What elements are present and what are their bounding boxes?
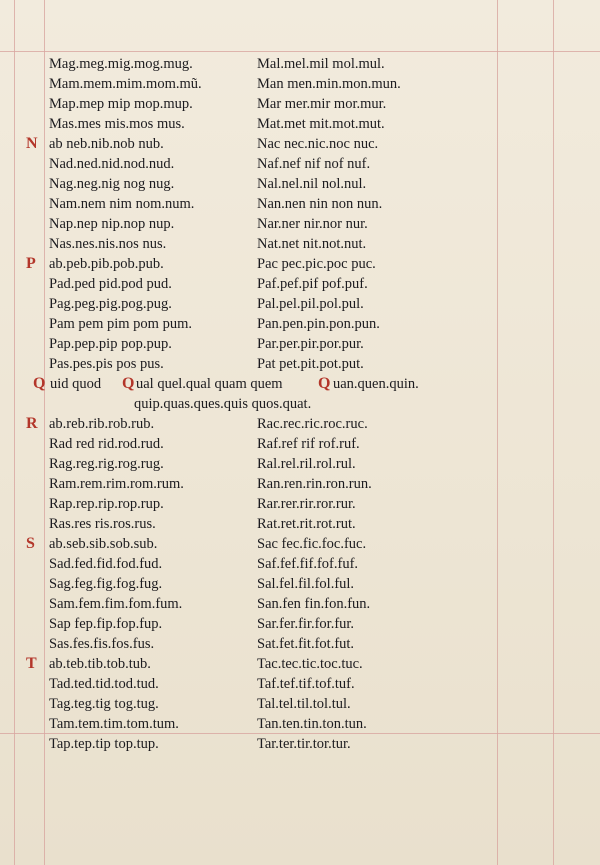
text-line xyxy=(0,654,600,674)
syllable-row-right: Ran.ren.rin.ron.run. xyxy=(257,476,372,492)
rubric-initial-t: T xyxy=(26,655,37,672)
text-line xyxy=(0,414,600,434)
text-line xyxy=(0,54,600,74)
q-text-segment: uan.quen.quin. xyxy=(333,376,419,392)
syllable-row-left: Sap fep.fip.fop.fup. xyxy=(49,616,163,632)
text-line xyxy=(0,714,600,734)
syllable-row-right: Sal.fel.fil.fol.ful. xyxy=(257,576,355,592)
syllable-row-right: Mat.met mit.mot.mut. xyxy=(257,116,385,132)
syllable-row-left: Pam pem pim pom pum. xyxy=(49,316,192,332)
syllable-row-right: Raf.ref rif rof.ruf. xyxy=(257,436,360,452)
ruling-line-top xyxy=(0,51,600,52)
syllable-row-left: Tag.teg.tig tog.tug. xyxy=(49,696,159,712)
syllable-row-right: Pat pet.pit.pot.put. xyxy=(257,356,364,372)
syllable-row-left: Nad.ned.nid.nod.nud. xyxy=(49,156,175,172)
text-line xyxy=(0,334,600,354)
syllable-row-left: Sad.fed.fid.fod.fud. xyxy=(49,556,163,572)
text-line xyxy=(0,234,600,254)
text-line xyxy=(0,454,600,474)
syllable-row-right: Taf.tef.tif.tof.tuf. xyxy=(257,676,355,692)
syllable-row-right: Sat.fet.fit.fot.fut. xyxy=(257,636,355,652)
syllable-row-right: Paf.pef.pif pof.puf. xyxy=(257,276,368,292)
syllable-row-right: Tan.ten.tin.ton.tun. xyxy=(257,716,367,732)
syllable-row-right: Pac pec.pic.poc puc. xyxy=(257,256,376,272)
syllable-row-left: Sag.feg.fig.fog.fug. xyxy=(49,576,163,592)
text-line xyxy=(0,434,600,454)
rubric-initial-r: R xyxy=(26,415,38,432)
syllable-row-right: Tar.ter.tir.tor.tur. xyxy=(257,736,351,752)
text-line xyxy=(0,174,600,194)
q-text-segment: ual quel.qual quam quem xyxy=(136,376,283,392)
text-line xyxy=(0,674,600,694)
syllable-row-left: Sas.fes.fis.fos.fus. xyxy=(49,636,155,652)
syllable-row-left: Sam.fem.fim.fom.fum. xyxy=(49,596,183,612)
syllable-row-right: Rat.ret.rit.rot.rut. xyxy=(257,516,356,532)
syllable-row-left: ab neb.nib.nob nub. xyxy=(49,136,164,152)
syllable-row-right: Nan.nen nin non nun. xyxy=(257,196,383,212)
syllable-row-right: Naf.nef nif nof nuf. xyxy=(257,156,371,172)
text-line xyxy=(0,734,600,754)
text-line xyxy=(0,134,600,154)
syllable-row-right: Ral.rel.ril.rol.rul. xyxy=(257,456,356,472)
text-line xyxy=(0,74,600,94)
syllable-row-left: Nam.nem nim nom.num. xyxy=(49,196,195,212)
syllable-row-left: ab.teb.tib.tob.tub. xyxy=(49,656,151,672)
rubric-initial-q: Q xyxy=(122,375,135,392)
text-line-q xyxy=(0,374,600,394)
syllable-row-right: Mar mer.mir mor.mur. xyxy=(257,96,387,112)
text-line xyxy=(0,314,600,334)
syllable-row-left: ab.reb.rib.rob.rub. xyxy=(49,416,155,432)
text-line xyxy=(0,614,600,634)
text-line xyxy=(0,694,600,714)
rubric-initial-s: S xyxy=(26,535,35,552)
syllable-row-right: Sar.fer.fir.for.fur. xyxy=(257,616,355,632)
syllable-row-left: Mam.mem.mim.mom.mũ. xyxy=(49,76,202,92)
syllable-row-right: Man men.min.mon.mun. xyxy=(257,76,401,92)
syllable-row-right: Nal.nel.nil nol.nul. xyxy=(257,176,367,192)
rubric-initial-q: Q xyxy=(318,375,331,392)
syllable-row-right: Nat.net nit.not.nut. xyxy=(257,236,367,252)
text-line xyxy=(0,194,600,214)
text-line xyxy=(0,514,600,534)
syllable-row-left: Rad red rid.rod.rud. xyxy=(49,436,164,452)
syllable-row-left: Pag.peg.pig.pog.pug. xyxy=(49,296,172,312)
syllable-row-left: Tap.tep.tip top.tup. xyxy=(49,736,159,752)
text-line xyxy=(0,474,600,494)
text-line xyxy=(0,274,600,294)
syllable-row-left: Mas.mes mis.mos mus. xyxy=(49,116,185,132)
syllable-row-left: Mag.meg.mig.mog.mug. xyxy=(49,56,193,72)
text-line xyxy=(0,394,600,414)
text-line xyxy=(0,154,600,174)
syllable-row-right: Sac fec.fic.foc.fuc. xyxy=(257,536,367,552)
text-line xyxy=(0,634,600,654)
syllable-row-left: Ram.rem.rim.rom.rum. xyxy=(49,476,184,492)
syllable-row-right: Tac.tec.tic.toc.tuc. xyxy=(257,656,363,672)
text-line xyxy=(0,254,600,274)
syllable-row-right: San.fen fin.fon.fun. xyxy=(257,596,371,612)
syllable-row-left: Pap.pep.pip pop.pup. xyxy=(49,336,172,352)
syllable-row-left: Nas.nes.nis.nos nus. xyxy=(49,236,167,252)
text-line xyxy=(0,94,600,114)
syllable-row-left: Map.mep mip mop.mup. xyxy=(49,96,193,112)
rubric-initial-p: P xyxy=(26,255,36,272)
rubric-initial-q: Q xyxy=(33,375,46,392)
syllable-row-left: ab.seb.sib.sob.sub. xyxy=(49,536,158,552)
syllable-row-left: Pad.ped pid.pod pud. xyxy=(49,276,172,292)
text-line xyxy=(0,354,600,374)
syllable-row-right: Nac nec.nic.noc nuc. xyxy=(257,136,379,152)
syllable-row-right: Rar.rer.rir.ror.rur. xyxy=(257,496,356,512)
syllable-row-right: Saf.fef.fif.fof.fuf. xyxy=(257,556,359,572)
syllable-row-left: Tam.tem.tim.tom.tum. xyxy=(49,716,179,732)
syllable-row-left: Tad.ted.tid.tod.tud. xyxy=(49,676,159,692)
syllable-row-right: Par.per.pir.por.pur. xyxy=(257,336,364,352)
syllable-row-left: Rap.rep.rip.rop.rup. xyxy=(49,496,164,512)
text-line xyxy=(0,554,600,574)
syllable-row-right: Pan.pen.pin.pon.pun. xyxy=(257,316,380,332)
syllable-row-right: Rac.rec.ric.roc.ruc. xyxy=(257,416,368,432)
q-continuation: quip.quas.ques.quis quos.quat. xyxy=(134,396,312,412)
text-line xyxy=(0,534,600,554)
q-text-segment: uid quod xyxy=(50,376,102,392)
syllable-row-right: Nar.ner nir.nor nur. xyxy=(257,216,368,232)
syllable-row-left: Pas.pes.pis pos pus. xyxy=(49,356,164,372)
text-line xyxy=(0,294,600,314)
rubric-initial-n: N xyxy=(26,135,38,152)
text-line xyxy=(0,574,600,594)
syllable-row-left: Ras.res ris.ros.rus. xyxy=(49,516,156,532)
syllable-row-right: Tal.tel.til.tol.tul. xyxy=(257,696,351,712)
syllable-row-left: Nap.nep nip.nop nup. xyxy=(49,216,175,232)
text-line xyxy=(0,214,600,234)
syllable-row-right: Mal.mel.mil mol.mul. xyxy=(257,56,385,72)
syllable-row-left: ab.peb.pib.pob.pub. xyxy=(49,256,164,272)
syllable-row-right: Pal.pel.pil.pol.pul. xyxy=(257,296,364,312)
syllable-row-left: Nag.neg.nig nog nug. xyxy=(49,176,175,192)
text-line xyxy=(0,494,600,514)
text-line xyxy=(0,114,600,134)
text-line xyxy=(0,594,600,614)
syllable-row-left: Rag.reg.rig.rog.rug. xyxy=(49,456,164,472)
